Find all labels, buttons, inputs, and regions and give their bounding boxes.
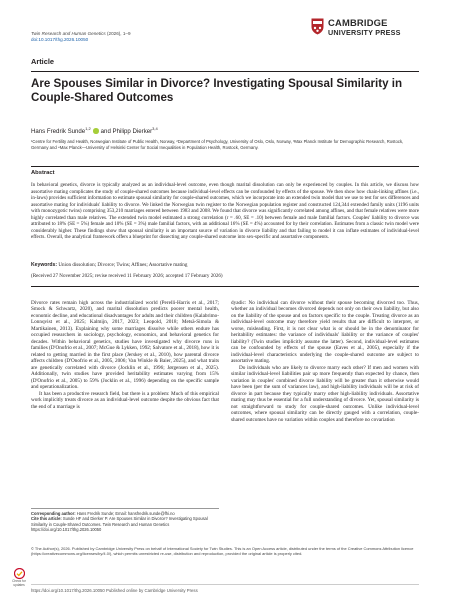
- body-column-right: [231, 300, 419, 423]
- cite-label: Cite this article:: [31, 516, 62, 522]
- affiliations: ¹Centre for Fertility and Health, Norwegian Institute of Public Health, Norway, ²Department of Psychology, University of Oslo, Oslo, Norway, ³Max Planck Institute for Demographic Research, Rostock, Germany and ⁴Max Planck—University of Helsinki Center for Social Inequalities in Population Health, Rostock, Germany.: [31, 139, 404, 151]
- keywords: [31, 262, 419, 268]
- footnote: [31, 511, 219, 532]
- abstract-heading: Abstract: [31, 170, 55, 176]
- copyright-notice: © The Author(s), 2026. Published by Cambridge University Press on behalf of International Society for Twin Studies. This is an Open Access article, distributed under the terms of the Creative Commons Attribution licence (https://creativecommons.org/licenses/by/4.0/), which permits unrestricted re-use, distribution and reproduction, provided the original article is properly cited.: [31, 546, 414, 557]
- article-doi[interactable]: doi:10.1017/thg.2026.10050: [31, 37, 89, 43]
- body-paragraph: Do individuals who are likely to divorce marry each other? If men and women with similar individual-level liabilities pair up more frequently than expected by chance, then variation in couples' combined divorce liability will be greater than it otherwise would have been (per the sum of variances law), and high-liability individuals will be at risk of divorce in part because they typically marry other high-liability individuals. Assortative mating may thus be essential for a full understanding of divorce. Yet, spousal similarity is not straightforward to study for couple-shared outcomes. Unlike individual-level outcomes, where spousal similarity can be directly gauged with a correlation, couple-shared outcomes have no variation within couples and therefore no covariation: [231, 364, 419, 423]
- footnote-divider: [31, 508, 219, 509]
- logo-line-1: CAMBRIDGE: [328, 17, 388, 28]
- check-for-updates-badge[interactable]: [10, 568, 28, 587]
- body-paragraph: dyadic: No individual can divorce without their spouse becoming divorced too. Thus, whether an individual becomes divorced depends not only on their own liability, but also on the liability of the spouse and on factors specific to the couple. Treating divorce as an individual-level outcome may therefore yield results that are difficult to interpret, or worse, misleading. First, it is not clear what is or should be in the denominator for heritability estimates: the variance of individuals' liability or the variance of couples' liability? (Twin studies implicitly assume the latter). Second, individual-level estimates can be confounded by effects of the spouse (Eaves et al., 2005), especially if the individual-level characteristics underlying the couple-shared outcome are subject to assortative mating.: [231, 300, 419, 365]
- author-2-affil: 3,4: [152, 126, 158, 131]
- body-paragraph: It has been a productive research field, but there is a problem: Much of this empirical work implicitly treats divorce as an individual-level outcome despite the obvious fact that the end of a marriage is: [31, 390, 219, 410]
- footer-doi-line[interactable]: https://doi.org/10.1017/thg.2026.10050 Published online by Cambridge University Press: [31, 588, 198, 593]
- abstract-end-divider: [31, 286, 419, 287]
- journal-header: [31, 31, 131, 44]
- keywords-text: Union dissolution; Divorce; Twins; Affines; Assortative mating: [58, 262, 188, 268]
- logo-line-2: UNIVERSITY PRESS: [328, 27, 401, 37]
- received-dates: (Received 27 November 2025; revise received 11 February 2026; accepted 17 February 2026): [31, 273, 223, 279]
- corresponding-text[interactable]: Hans Fredrik Sunde; Email: hansfredrik.sunde@fhi.no: [76, 511, 175, 516]
- abstract-text: In behavioral genetics, divorce is typically analyzed as an individual-level outcome, even though marital dissolution can only be experienced by couples. In this article, we discuss how assortative mating complicates the study of couple-shared outcomes because individual-level effects can be confounded by effects of the spouse. We then show how chain-linking affines (i.e., in-laws) provides sufficient information to estimate spousal similarity for couple-shared outcomes, which we incorporate into an extended twin model that we use to test for sex differences and assortative mating for individuals' liability to divorce. We linked the Norwegian twin register to the Norwegian population register and constructed 124,344 extended family units (1196 units with monozygotic twins) comprising 353,210 marriages entered between 1983 and 2008. We found that divorce was significantly correlated among affines, and that female relatives were more highly correlated than male relatives. The extended twin model estimated a strong correlation (r = .60, SE = .10) between female and male familial factors. Couples' liability to divorce was attributed to 18% (SE = 5%) female and 10% (SE = 3%) male familial factors, with an additional 16% (SE = 4%) accounted for by their correlation. Estimates from a classic twin model were considerably higher. These findings show that spousal similarity is an important source of variation in divorce liability and that failing to model it can inflate estimates of individual-level effects. Overall, the analytical framework offers a blueprint for dissecting any couple-shared outcome into sex-specific and assortative components.: [31, 182, 419, 241]
- check-updates-icon: [14, 568, 25, 579]
- author-1-name: Hans Fredrik Sunde: [31, 128, 86, 136]
- article-title: Are Spouses Similar in Divorce? Investigating Spousal Similarity in Couple-Shared Outcomes: [31, 77, 403, 105]
- cite-text: Sunde HF and Dierker P. Are Spouses Similar in Divorce? Investigating Spousal Similarity in Couple-Shared Outcomes. Twin Research and Human Genetics https://doi.org/10.1017/thg.2026.10050: [31, 516, 208, 532]
- cambridge-shield-icon: [311, 18, 324, 35]
- header-divider: [31, 71, 419, 72]
- journal-name: Twin Research and Human Genetics: [31, 31, 106, 36]
- logo-text: [328, 18, 401, 37]
- publisher-logo: [311, 18, 431, 40]
- badge-line-2: updates: [13, 582, 25, 587]
- corresponding-label: Corresponding author:: [31, 511, 76, 516]
- badge-line-1: Check for: [12, 579, 26, 583]
- author-list: [31, 126, 158, 135]
- footer-divider: [31, 584, 419, 585]
- body-column-left: [31, 300, 219, 410]
- body-paragraph: Divorce rates remain high across the industrialized world (Perelli-Harris et al., 2017; Smock & Schwartz, 2020), and marital dissolution predicts poorer mental health, economic decline, and educational disadvantages for adults and their children (Kalabrimo-Lonnqvist et al., 2025; Kalmijn, 2017, 2023; Leopold, 2018; Metsä-Simola & Martikainen, 2013). Explaining why some marriages dissolve while others endure has occupied researchers in sociology, psychology, economics, and behavioral genetics for decades. Within behavioral genetics, studies have investigated why divorce runs in families (D'Onofrio et al., 2007; McGue & Lykken, 1992; Salvatore et al., 2018), how it is related to getting married in the first place (Jerskey et al., 2010), how parental divorce affects children (D'Onofrio et al., 2005, 2006; Van Winkle & Baier, 2025), and what traits are genetically correlated with divorce (Jocklin et al., 1996; Jørgensen et al., 2025). Additionally, twin studies have provided heritability estimates varying from 15% (D'Onofrio et al., 2005) to 59% (Jocklin et al., 1996) depending on the specific sample and operationalization.: [31, 300, 219, 391]
- author-2-name: and Philipp Dierker: [100, 128, 153, 136]
- abstract-divider: [31, 166, 419, 167]
- article-type: Article: [31, 57, 55, 66]
- keywords-label: Keywords:: [31, 262, 58, 268]
- orcid-icon[interactable]: [93, 128, 99, 134]
- journal-issue: (2026), 1–9: [107, 31, 131, 36]
- author-1-affil: 1,2: [85, 126, 91, 131]
